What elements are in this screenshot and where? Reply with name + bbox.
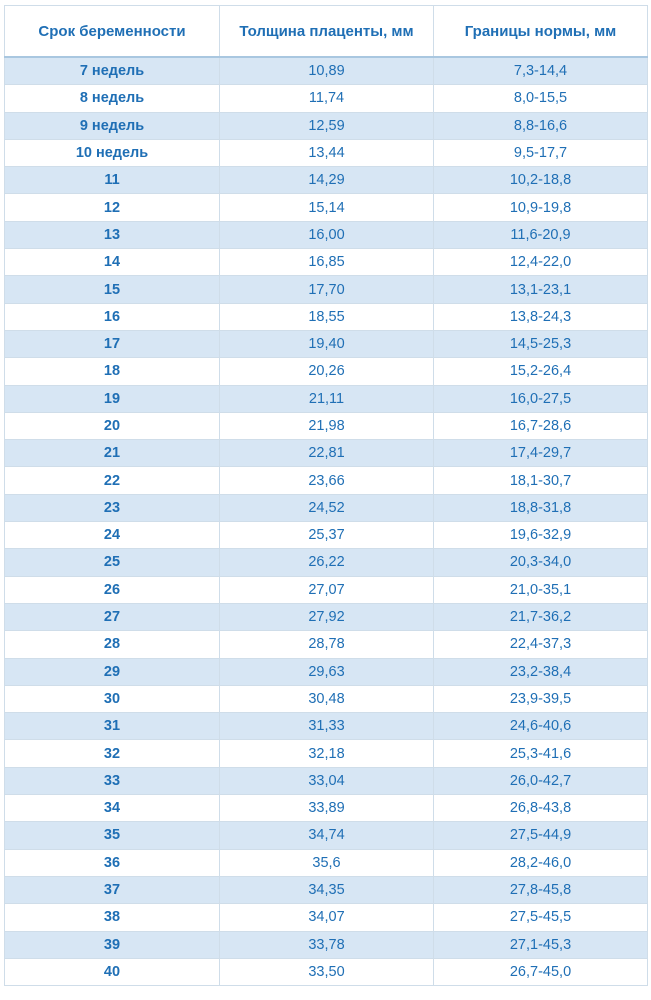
cell-gestation-term: 21 — [5, 440, 220, 467]
cell-gestation-term: 40 — [5, 958, 220, 985]
cell-placenta-thickness: 33,04 — [220, 767, 434, 794]
cell-normal-range: 23,9-39,5 — [434, 685, 648, 712]
cell-placenta-thickness: 19,40 — [220, 330, 434, 357]
placenta-thickness-table-container — [4, 5, 647, 986]
table-row — [5, 795, 648, 822]
cell-gestation-term: 28 — [5, 631, 220, 658]
cell-placenta-thickness: 20,26 — [220, 358, 434, 385]
cell-normal-range: 19,6-32,9 — [434, 522, 648, 549]
cell-gestation-term: 24 — [5, 522, 220, 549]
table-row — [5, 713, 648, 740]
cell-gestation-term: 23 — [5, 494, 220, 521]
cell-placenta-thickness: 21,98 — [220, 412, 434, 439]
table-row — [5, 658, 648, 685]
header-placenta-thickness: Толщина плаценты, мм — [220, 6, 434, 58]
table-row — [5, 904, 648, 931]
cell-placenta-thickness: 32,18 — [220, 740, 434, 767]
cell-gestation-term: 16 — [5, 303, 220, 330]
cell-gestation-term: 32 — [5, 740, 220, 767]
cell-normal-range: 28,2-46,0 — [434, 849, 648, 876]
cell-gestation-term: 14 — [5, 249, 220, 276]
cell-normal-range: 25,3-41,6 — [434, 740, 648, 767]
cell-normal-range: 21,0-35,1 — [434, 576, 648, 603]
table-row — [5, 685, 648, 712]
cell-placenta-thickness: 21,11 — [220, 385, 434, 412]
cell-normal-range: 18,1-30,7 — [434, 467, 648, 494]
cell-normal-range: 13,8-24,3 — [434, 303, 648, 330]
cell-normal-range: 21,7-36,2 — [434, 603, 648, 630]
cell-gestation-term: 27 — [5, 603, 220, 630]
cell-normal-range: 26,0-42,7 — [434, 767, 648, 794]
cell-normal-range: 20,3-34,0 — [434, 549, 648, 576]
cell-placenta-thickness: 23,66 — [220, 467, 434, 494]
table-row — [5, 494, 648, 521]
table-row — [5, 276, 648, 303]
cell-placenta-thickness: 15,14 — [220, 194, 434, 221]
table-body — [5, 57, 648, 986]
cell-gestation-term: 19 — [5, 385, 220, 412]
cell-gestation-term: 33 — [5, 767, 220, 794]
cell-normal-range: 9,5-17,7 — [434, 139, 648, 166]
cell-placenta-thickness: 35,6 — [220, 849, 434, 876]
cell-placenta-thickness: 26,22 — [220, 549, 434, 576]
cell-gestation-term: 12 — [5, 194, 220, 221]
cell-placenta-thickness: 24,52 — [220, 494, 434, 521]
cell-gestation-term: 15 — [5, 276, 220, 303]
table-row — [5, 358, 648, 385]
cell-normal-range: 12,4-22,0 — [434, 249, 648, 276]
cell-gestation-term: 36 — [5, 849, 220, 876]
cell-gestation-term: 34 — [5, 795, 220, 822]
placenta-thickness-table — [4, 5, 648, 986]
cell-normal-range: 16,7-28,6 — [434, 412, 648, 439]
table-row — [5, 767, 648, 794]
cell-normal-range: 11,6-20,9 — [434, 221, 648, 248]
cell-placenta-thickness: 28,78 — [220, 631, 434, 658]
header-normal-range: Границы нормы, мм — [434, 6, 648, 58]
cell-gestation-term: 13 — [5, 221, 220, 248]
cell-normal-range: 27,1-45,3 — [434, 931, 648, 958]
cell-placenta-thickness: 18,55 — [220, 303, 434, 330]
cell-normal-range: 26,7-45,0 — [434, 958, 648, 985]
cell-gestation-term: 9 недель — [5, 112, 220, 139]
cell-gestation-term: 29 — [5, 658, 220, 685]
cell-normal-range: 7,3-14,4 — [434, 57, 648, 85]
cell-normal-range: 27,5-44,9 — [434, 822, 648, 849]
cell-normal-range: 22,4-37,3 — [434, 631, 648, 658]
cell-normal-range: 27,8-45,8 — [434, 876, 648, 903]
cell-placenta-thickness: 27,92 — [220, 603, 434, 630]
cell-gestation-term: 35 — [5, 822, 220, 849]
table-row — [5, 576, 648, 603]
cell-placenta-thickness: 33,50 — [220, 958, 434, 985]
table-row — [5, 549, 648, 576]
cell-normal-range: 14,5-25,3 — [434, 330, 648, 357]
cell-normal-range: 27,5-45,5 — [434, 904, 648, 931]
cell-placenta-thickness: 34,07 — [220, 904, 434, 931]
cell-gestation-term: 37 — [5, 876, 220, 903]
table-row — [5, 603, 648, 630]
cell-normal-range: 16,0-27,5 — [434, 385, 648, 412]
table-header — [5, 6, 648, 58]
cell-placenta-thickness: 22,81 — [220, 440, 434, 467]
table-row — [5, 194, 648, 221]
cell-gestation-term: 18 — [5, 358, 220, 385]
cell-placenta-thickness: 17,70 — [220, 276, 434, 303]
table-row — [5, 303, 648, 330]
cell-placenta-thickness: 33,89 — [220, 795, 434, 822]
cell-gestation-term: 39 — [5, 931, 220, 958]
table-row — [5, 221, 648, 248]
table-row — [5, 385, 648, 412]
table-row — [5, 167, 648, 194]
table-row — [5, 249, 648, 276]
cell-normal-range: 8,8-16,6 — [434, 112, 648, 139]
table-row — [5, 467, 648, 494]
cell-normal-range: 18,8-31,8 — [434, 494, 648, 521]
table-row — [5, 631, 648, 658]
cell-placenta-thickness: 33,78 — [220, 931, 434, 958]
cell-placenta-thickness: 10,89 — [220, 57, 434, 85]
table-row — [5, 412, 648, 439]
cell-normal-range: 23,2-38,4 — [434, 658, 648, 685]
table-row — [5, 522, 648, 549]
cell-normal-range: 26,8-43,8 — [434, 795, 648, 822]
table-row — [5, 85, 648, 112]
cell-gestation-term: 30 — [5, 685, 220, 712]
cell-gestation-term: 31 — [5, 713, 220, 740]
cell-gestation-term: 26 — [5, 576, 220, 603]
cell-placenta-thickness: 30,48 — [220, 685, 434, 712]
table-row — [5, 139, 648, 166]
cell-normal-range: 13,1-23,1 — [434, 276, 648, 303]
cell-placenta-thickness: 16,00 — [220, 221, 434, 248]
cell-gestation-term: 38 — [5, 904, 220, 931]
cell-placenta-thickness: 11,74 — [220, 85, 434, 112]
cell-normal-range: 10,9-19,8 — [434, 194, 648, 221]
table-row — [5, 740, 648, 767]
table-row — [5, 849, 648, 876]
table-row — [5, 931, 648, 958]
cell-gestation-term: 17 — [5, 330, 220, 357]
cell-gestation-term: 7 недель — [5, 57, 220, 85]
cell-gestation-term: 20 — [5, 412, 220, 439]
table-row — [5, 330, 648, 357]
cell-placenta-thickness: 31,33 — [220, 713, 434, 740]
header-row — [5, 6, 648, 58]
cell-normal-range: 8,0-15,5 — [434, 85, 648, 112]
table-row — [5, 876, 648, 903]
cell-gestation-term: 22 — [5, 467, 220, 494]
cell-gestation-term: 8 недель — [5, 85, 220, 112]
header-gestation-term: Срок беременности — [5, 6, 220, 58]
cell-normal-range: 24,6-40,6 — [434, 713, 648, 740]
cell-placenta-thickness: 25,37 — [220, 522, 434, 549]
cell-placenta-thickness: 13,44 — [220, 139, 434, 166]
table-row — [5, 822, 648, 849]
cell-placenta-thickness: 14,29 — [220, 167, 434, 194]
cell-gestation-term: 10 недель — [5, 139, 220, 166]
cell-placenta-thickness: 16,85 — [220, 249, 434, 276]
table-row — [5, 112, 648, 139]
table-row — [5, 440, 648, 467]
cell-placenta-thickness: 29,63 — [220, 658, 434, 685]
table-row — [5, 57, 648, 85]
cell-normal-range: 10,2-18,8 — [434, 167, 648, 194]
cell-placenta-thickness: 34,74 — [220, 822, 434, 849]
cell-gestation-term: 11 — [5, 167, 220, 194]
cell-normal-range: 15,2-26,4 — [434, 358, 648, 385]
cell-placenta-thickness: 34,35 — [220, 876, 434, 903]
cell-normal-range: 17,4-29,7 — [434, 440, 648, 467]
cell-gestation-term: 25 — [5, 549, 220, 576]
table-row — [5, 958, 648, 985]
cell-placenta-thickness: 12,59 — [220, 112, 434, 139]
cell-placenta-thickness: 27,07 — [220, 576, 434, 603]
